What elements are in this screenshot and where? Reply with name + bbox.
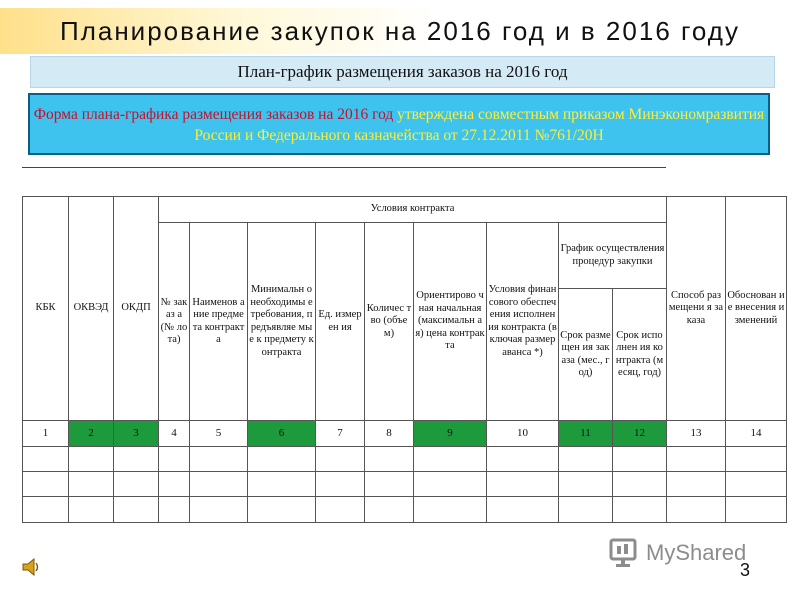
note-box [28,93,770,155]
header-schedule: График осуществления процедур закупки [559,223,667,289]
number-row [23,421,787,447]
number-cell: 6 [248,421,316,447]
number-cell: 8 [365,421,414,447]
header-reason: Обоснован ие внесения изменений [726,197,787,421]
slide-title: Планирование закупок на 2016 год и в 2016 году [60,16,740,46]
header-execution-term: Срок исполнен ия контракта (месяц, год) [613,289,667,421]
header-kbk: КБК [23,197,69,421]
page-number: 3 [740,560,751,580]
header-unit: Ед. измерен ия [316,223,365,421]
header-quantity: Количес тво (объем) [365,223,414,421]
speaker-icon[interactable] [22,556,42,578]
number-cell: 7 [316,421,365,447]
header-contract-conditions: Условия контракта [159,197,667,223]
header-name: Наименов ание предмета контракта [190,223,248,421]
header-okdp: ОКДП [114,197,159,421]
header-price: Ориентирово чная начальная (максимальн ая) цена контракта [414,223,487,421]
header-placement-term: Срок размещен ия заказа (мес., год) [559,289,613,421]
plan-schedule-table [22,196,787,523]
number-cell: 5 [190,421,248,447]
header-min-requirements: Минимальн о необходимы е требования, предъявляе мые к предмету контракта [248,223,316,421]
number-cell: 2 [69,421,114,447]
number-cell: 4 [159,421,190,447]
number-cell: 9 [414,421,487,447]
table-row [23,472,787,497]
header-financing: Условия финансового обеспечения исполнения контракта (включая размер аванса *) [487,223,559,421]
logo-text: MyShared [646,540,747,565]
number-cell: 14 [726,421,787,447]
table-row [23,497,787,523]
title-bar [0,8,800,54]
number-cell: 10 [487,421,559,447]
number-cell: 13 [667,421,726,447]
header-okved: ОКВЭД [69,197,114,421]
note-yellow-text: утверждена совместным приказом Минэкономразвития России и Федерального казначейства от 27.12.2011 №761/20Н [194,106,765,144]
number-cell: 3 [114,421,159,447]
table-row [23,447,787,472]
header-lot: № заказ а (№ лота) [159,223,190,421]
number-cell: 12 [613,421,667,447]
header-method: Способ размещени я заказа [667,197,726,421]
number-cell: 11 [559,421,613,447]
divider-line [22,167,666,168]
myshared-logo-icon [608,536,642,570]
note-red-text: Форма плана-графика размещения заказов на 2016 год [33,106,398,123]
number-cell: 1 [23,421,69,447]
subtitle-box: План-график размещения заказов на 2016 год [30,56,775,88]
